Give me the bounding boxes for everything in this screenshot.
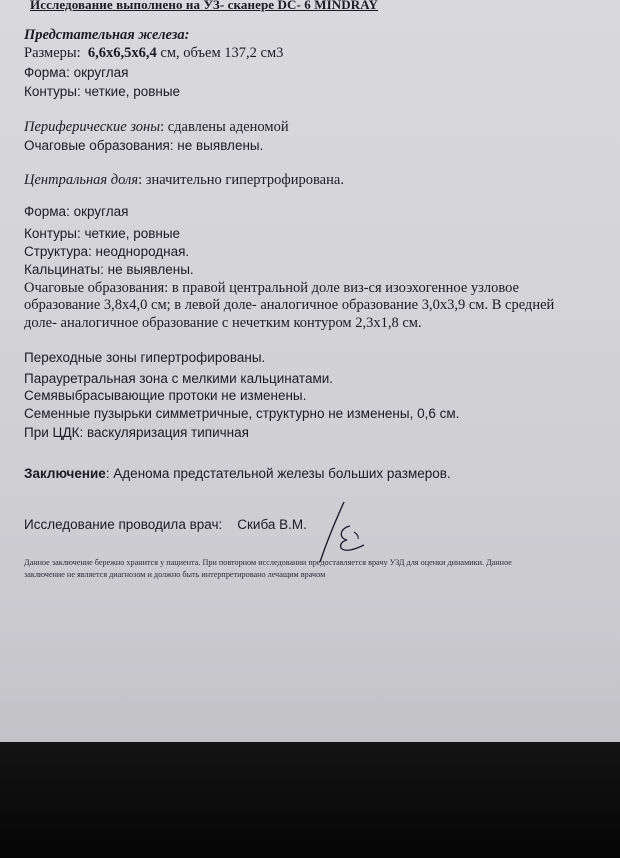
doctor-name: Скиба В.М. [237,517,307,532]
paraurethral-zone: Парауретральная зона с мелкими кальцинатами. [24,371,334,386]
prostate-title: Предстательная железа: [24,27,190,43]
conclusion-label: Заключение [24,466,106,481]
peripheral-zones [24,119,289,136]
transitional-zones: Переходные зоны гипертрофированы. [24,350,266,365]
peripheral-value: : сдавлены аденомой [160,119,289,135]
central-focal-line-1: Очаговые образования: в правой центральной доле виз-ся изоэхогенное узловое [24,280,519,296]
peripheral-focal: Очаговые образования: не выявлены. [24,138,264,153]
prostate-form: Форма: округлая [24,65,129,80]
prostate-size [24,45,283,62]
disclaimer-line-2: заключение не является диагнозом и должно быть интерпретировано лечащим врачом [24,570,326,579]
dark-background [0,742,620,858]
peripheral-label: Периферические зоны [24,119,161,135]
central-value: : значительно гипертрофирована. [138,172,344,188]
doppler-result: При ЦДК: васкуляризация типичная [24,425,249,440]
disclaimer-line-1: Данное заключение бережно хранится у пациента. При повторном исследовании предоставляется врачу УЗД для оценки динамики. Данное [24,558,512,567]
report-header: Исследование выполнено на УЗ- сканере DC- 6 MINDRAY [30,0,379,12]
doctor-signature [314,498,374,564]
size-volume: см, объем 137,2 см3 [160,45,284,61]
seminal-vesicles: Семенные пузырьки симметричные, структурно не изменены, 0,6 см. [24,406,460,421]
size-value: 6,6x6,5x6,4 [87,45,157,61]
prostate-contours: Контуры: четкие, ровные [24,84,181,99]
central-lobe [24,172,344,189]
central-focal-line-3: доле- аналогичное образование с нечетким контуром 2,3x1,8 см. [24,315,422,331]
size-label: Размеры: [24,45,81,61]
central-calcinates: Кальцинаты: не выявлены. [24,262,194,277]
central-structure: Структура: неоднородная. [24,244,190,259]
conclusion-text: : Аденома предстательной железы больших размеров. [105,466,451,481]
conclusion [24,465,451,482]
doctor-label: Исследование проводила врач: [24,517,223,532]
ejaculatory-ducts: Семявыбрасывающие протоки не изменены. [24,388,307,403]
central-form: Форма: округлая [24,204,129,219]
central-focal-line-2: образование 3,8x4,0 см; в левой доле- аналогичное образование 3,0x3,9 см. В средней [24,297,555,313]
central-contours: Контуры: четкие, ровные [24,226,181,241]
central-label: Центральная доля [24,172,139,188]
doctor-line [24,516,307,533]
